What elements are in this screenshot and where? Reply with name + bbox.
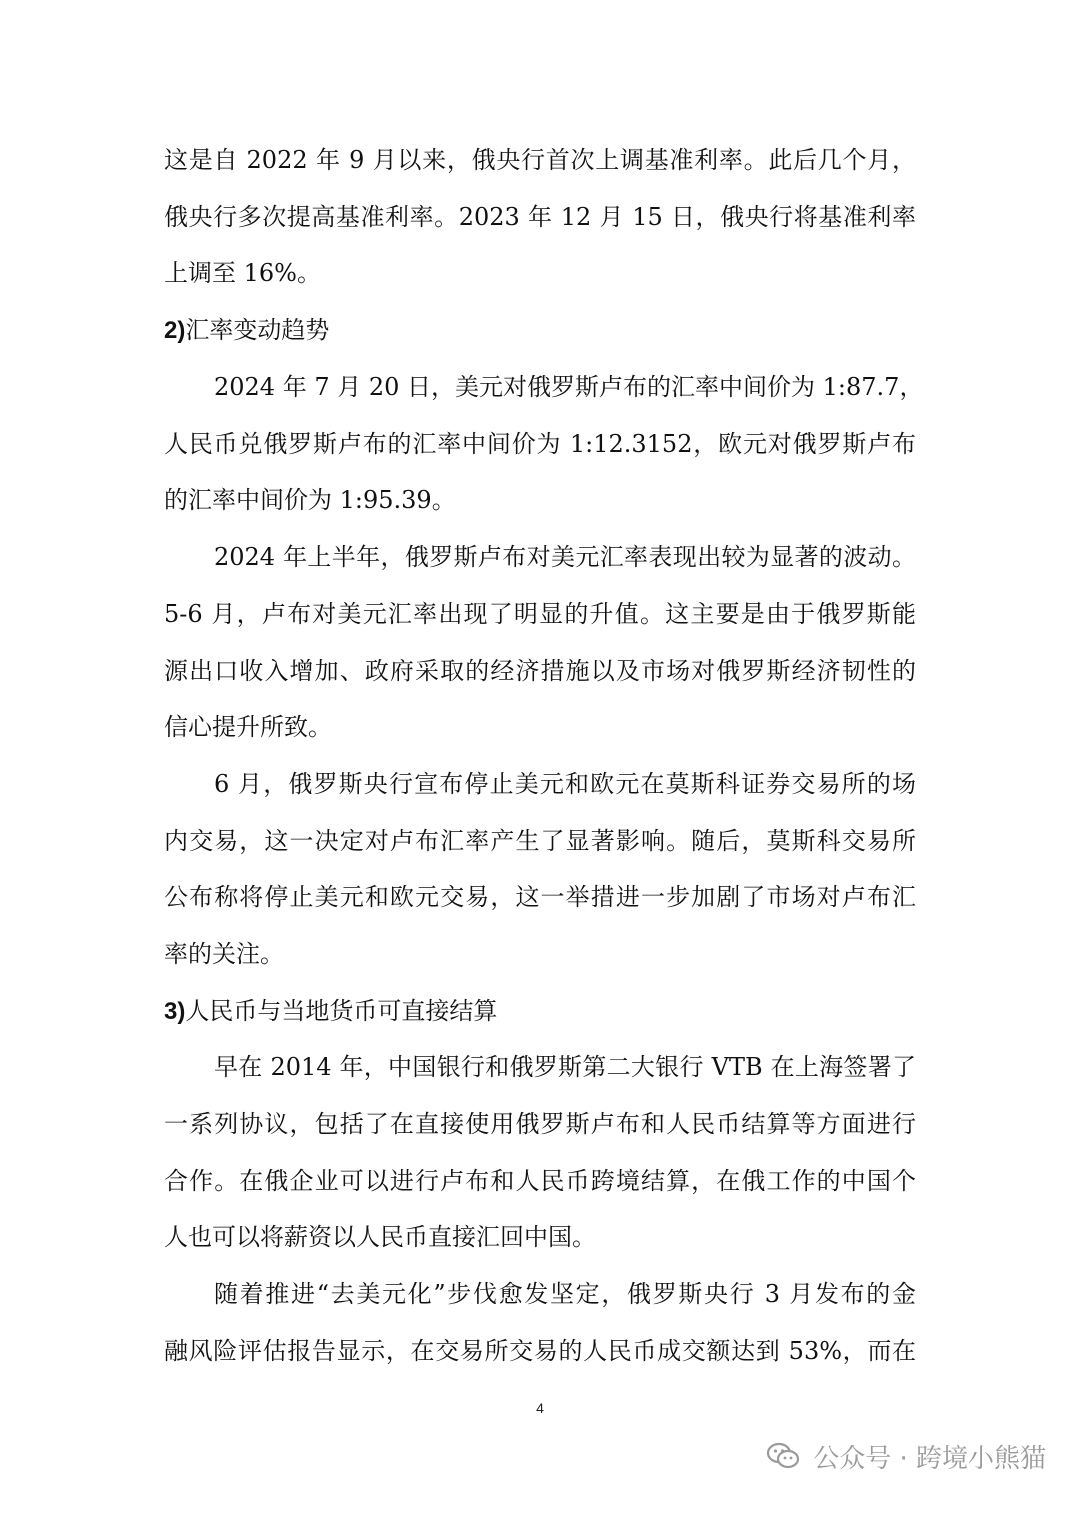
body-line: 随着推进“去美元化”步伐愈发坚定，俄罗斯央行 3 月发布的金 <box>214 1280 916 1308</box>
body-line: 的汇率中间价为 1:95.39。 <box>164 486 456 514</box>
body-line: 一系列协议，包括了在直接使用俄罗斯卢布和人民币结算等方面进行 <box>164 1110 916 1138</box>
body-line: 公布称将停止美元和欧元交易，这一举措进一步加剧了市场对卢布汇 <box>164 883 916 911</box>
section-heading-exchange-rate-trend <box>164 313 329 348</box>
body-line: 早在 2014 年，中国银行和俄罗斯第二大银行 VTB 在上海签署了 <box>214 1053 916 1081</box>
wechat-icon <box>763 1436 803 1476</box>
body-line: 2024 年上半年，俄罗斯卢布对美元汇率表现出较为显著的波动。 <box>214 543 916 571</box>
body-line: 俄央行多次提高基准利率。2023 年 12 月 15 日，俄央行将基准利率 <box>164 203 916 231</box>
watermark <box>763 1436 1046 1476</box>
body-line: 融风险评估报告显示，在交易所交易的人民币成交额达到 53%，而在 <box>164 1337 916 1365</box>
heading-text: 人民币与当地货币可直接结算 <box>185 997 498 1025</box>
body-line: 5-6 月，卢布对美元汇率出现了明显的升值。这主要是由于俄罗斯能 <box>164 600 916 628</box>
section-heading-direct-settlement <box>164 994 497 1029</box>
heading-number: 2) <box>164 317 186 344</box>
body-line: 人也可以将薪资以人民币直接汇回中国。 <box>164 1223 596 1251</box>
body-line: 这是自 2022 年 9 月以来，俄央行首次上调基准利率。此后几个月， <box>164 146 916 174</box>
watermark-text: 公众号 · 跨境小熊猫 <box>813 1443 1046 1474</box>
body-line: 上调至 16%。 <box>164 259 321 287</box>
body-line: 信心提升所致。 <box>164 713 332 741</box>
heading-number: 3) <box>164 998 186 1025</box>
body-line: 人民币兑俄罗斯卢布的汇率中间价为 1:12.3152，欧元对俄罗斯卢布 <box>164 430 916 458</box>
body-line: 率的关注。 <box>164 940 284 968</box>
body-line: 合作。在俄企业可以进行卢布和人民币跨境结算，在俄工作的中国个 <box>164 1167 916 1195</box>
heading-text: 汇率变动趋势 <box>185 316 330 344</box>
page-number: 4 <box>536 1400 544 1416</box>
body-line: 6 月，俄罗斯央行宣布停止美元和欧元在莫斯科证券交易所的场 <box>214 770 916 798</box>
body-line: 内交易，这一决定对卢布汇率产生了显著影响。随后，莫斯科交易所 <box>164 827 916 855</box>
body-line: 源出口收入增加、政府采取的经济措施以及市场对俄罗斯经济韧性的 <box>164 657 916 685</box>
body-line: 2024 年 7 月 20 日，美元对俄罗斯卢布的汇率中间价为 1:87.7， <box>214 373 924 401</box>
